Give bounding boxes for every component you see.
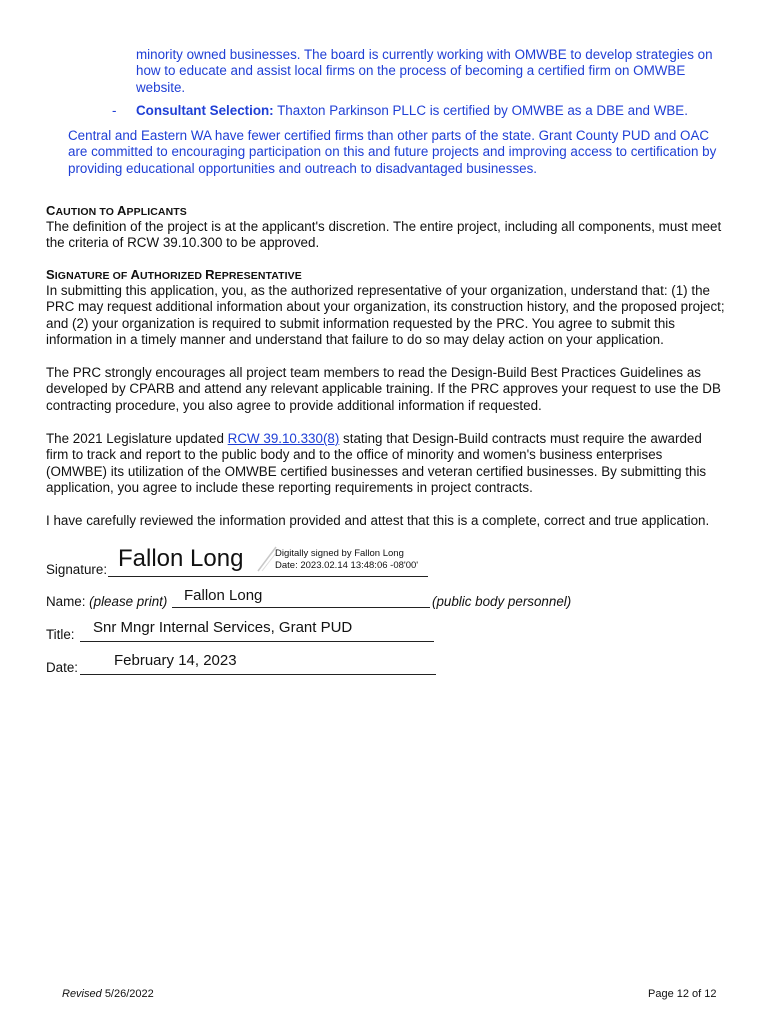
name-label: Name: (please print) [46, 594, 168, 609]
legislature-paragraph: The 2021 Legislature updated RCW 39.10.330(8) stating that Design-Build contracts must require the awarded firm to track and report to the public body and to the office of minority and women's business enterprises (OMWBE) its utilization of the OMWBE certified businesses and veteran certified businesses. By submitting this application, you agree to include these reporting requirements in project contracts. [46, 431, 707, 496]
name-value: Fallon Long [184, 587, 263, 604]
digital-signature-line2: Date: 2023.02.14 13:48:06 -08'00' [275, 560, 419, 571]
footer-page-number: Page 12 of 12 [648, 988, 717, 1000]
central-eastern-paragraph: Central and Eastern WA have fewer certified firms than other parts of the state. Grant County PUD and OAC are committed to encouraging participation on this and future projects and improving access to certification by providing educational opportunities and outreach to disadvantaged businesses. [68, 128, 717, 176]
date-value: February 14, 2023 [114, 652, 237, 669]
signature-label: Signature: [46, 562, 108, 577]
consultant-selection-item [136, 103, 736, 119]
rcw-link[interactable]: RCW 39.10.330(8) [227, 431, 340, 446]
bullet-continuation-text: minority owned businesses. The board is currently working with OMWBE to develop strategies on how to educate and assist local firms on the process of becoming a certified firm on OMWBE website. [136, 47, 713, 95]
caution-text: The definition of the project is at the applicant's discretion. The entire project, including all components, must meet the criteria of RCW 39.10.300 to be approved. [46, 219, 722, 251]
signature-value: Fallon Long [118, 545, 244, 572]
caution-heading: CAUTION TO APPLICANTS [46, 203, 187, 218]
attestation-text: I have carefully reviewed the information provided and attest that this is a complete, correct and true application. [46, 513, 710, 528]
name-suffix: (public body personnel) [432, 594, 572, 609]
date-label: Date: [46, 660, 79, 675]
name-hint: (please print) [89, 594, 168, 609]
bullet-dash: - [112, 103, 117, 118]
consultant-selection-text: Thaxton Parkinson PLLC is certified by OMWBE as a DBE and WBE. [277, 103, 688, 118]
title-value: Snr Mngr Internal Services, Grant PUD [93, 619, 353, 636]
title-label: Title: [46, 627, 75, 642]
authorized-rep-paragraph: In submitting this application, you, as the authorized representative of your organization, understand that: (1) the PRC may request additional information about your organization, its construction history, and the proposed project; and (2) your organization is required to submit information requested by the PRC. You agree to submit this information in a timely manner and understand that failure to do so may delay action on your application. [46, 283, 725, 348]
digital-signature-line1: Digitally signed by Fallon Long [275, 548, 404, 559]
signature-section-heading: SIGNATURE OF AUTHORIZED REPRESENTATIVE [46, 267, 302, 282]
consultant-selection-label: Consultant Selection: [136, 103, 274, 118]
footer-revised: Revised 5/26/2022 [62, 988, 154, 1000]
prc-encourages-paragraph: The PRC strongly encourages all project team members to read the Design-Build Best Practices Guidelines as developed by CPARB and attend any relevant applicable training. If the PRC approves your request to use the DB contracting procedure, you also agree to provide additional information if requested. [46, 365, 721, 413]
